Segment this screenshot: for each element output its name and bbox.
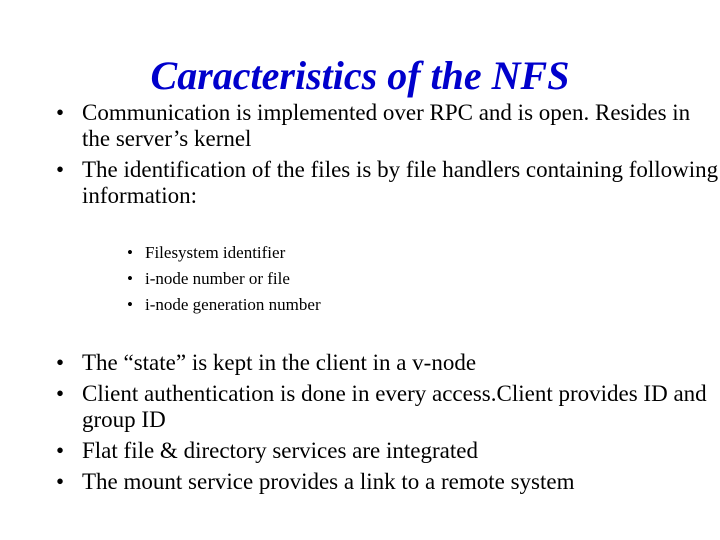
bullet-icon: • — [56, 350, 65, 375]
bullet-item — [0, 100, 720, 152]
bullet-text: The identification of the files is by file handlers containing following information: — [82, 157, 719, 208]
bullet-text: Flat file & directory services are integrated — [82, 438, 478, 463]
main-bullet-list — [0, 100, 720, 214]
bullet-item — [0, 438, 720, 464]
sub-bullet-item — [0, 292, 720, 318]
slide-title: Caracteristics of the NFS — [150, 53, 570, 98]
bullet-item — [0, 469, 720, 495]
sub-bullet-list — [0, 240, 720, 318]
sub-bullet-text: i-node number or file — [145, 269, 290, 288]
bullet-icon: • — [56, 100, 65, 125]
bullet-icon: • — [127, 243, 133, 262]
bullet-icon: • — [56, 157, 65, 182]
bullet-text: Communication is implemented over RPC and is open. Resides in the server’s kernel — [82, 100, 691, 151]
bullet-icon: • — [127, 269, 133, 288]
bullet-icon: • — [127, 295, 133, 314]
sub-bullet-text: Filesystem identifier — [145, 243, 286, 262]
bullet-icon: • — [56, 469, 65, 494]
sub-bullet-item — [0, 266, 720, 292]
bullet-icon: • — [56, 438, 65, 463]
bullet-item — [0, 157, 720, 209]
sub-bullet-text: i-node generation number — [145, 295, 321, 314]
main-bullet-list-2 — [0, 350, 720, 500]
bullet-text: The “state” is kept in the client in a v-node — [82, 350, 477, 375]
bullet-item — [0, 350, 720, 376]
bullet-icon: • — [56, 381, 65, 406]
bullet-text: Client authentication is done in every access.Client provides ID and group ID — [82, 381, 707, 432]
sub-bullet-item — [0, 240, 720, 266]
bullet-item — [0, 381, 720, 433]
bullet-text: The mount service provides a link to a remote system — [82, 469, 575, 494]
